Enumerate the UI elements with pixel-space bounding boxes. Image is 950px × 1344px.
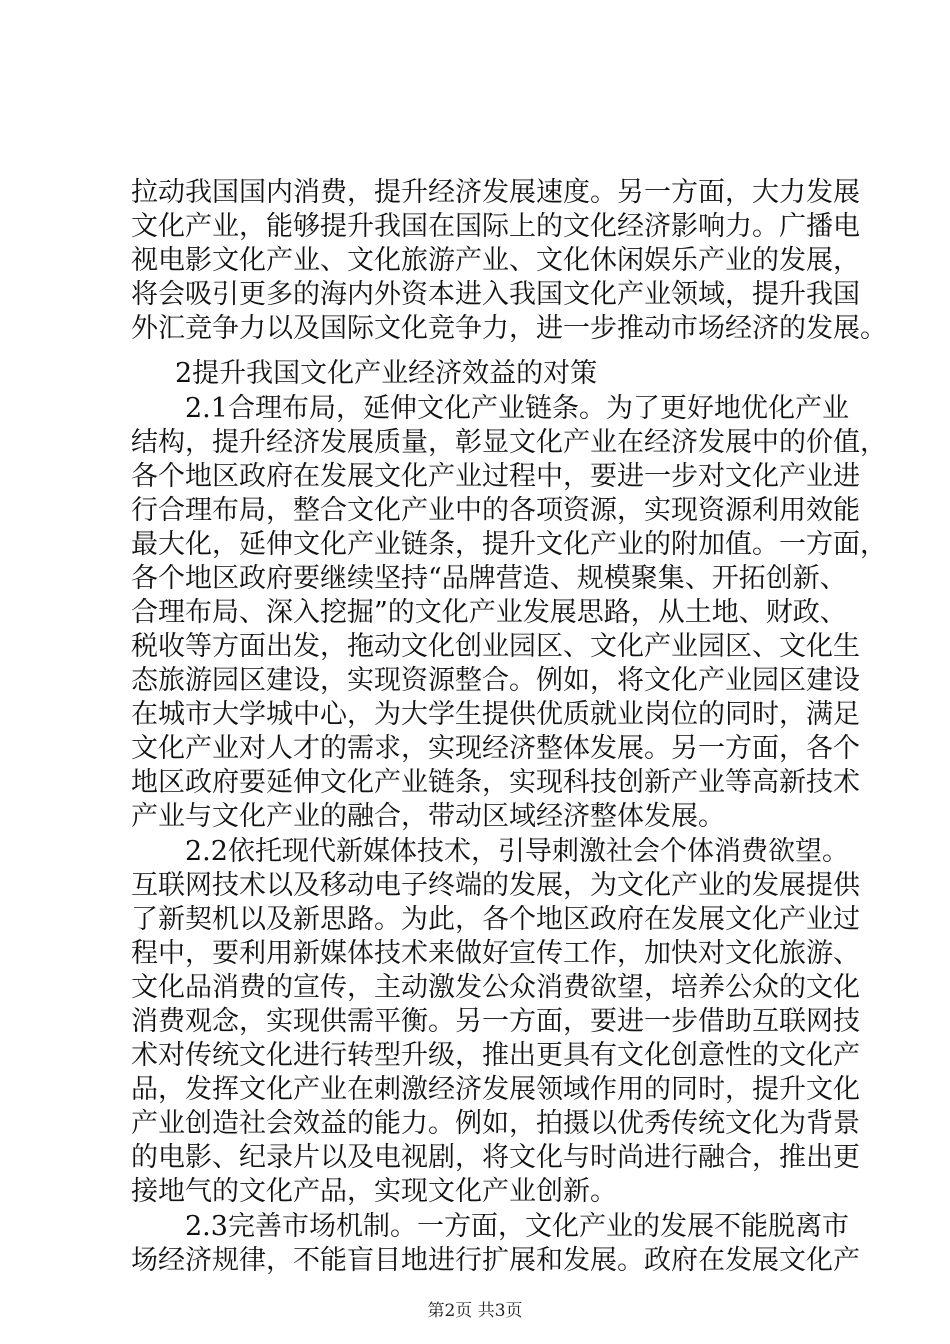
- body-text-line: 税收等方面出发，拖动文化创业园区、文化产业园区、文化生: [131, 631, 860, 662]
- body-text-line: 品，发挥文化产业在刺激经济发展领域作用的同时，提升文化: [131, 1074, 860, 1105]
- body-text-line: 合理布局、深入挖掘”的文化产业发展思路，从土地、财政、: [131, 597, 847, 628]
- body-text-line: 文化品消费的宣传，主动激发公众消费欲望，培养公众的文化: [131, 972, 860, 1003]
- subsection-first-line: 2.1合理布局，延伸文化产业链条。为了更好地优化产业: [185, 393, 849, 424]
- body-text-line: 文化产业，能够提升我国在国际上的文化经济影响力。广播电: [131, 211, 860, 242]
- body-text-line: 态旅游园区建设，实现资源整合。例如，将文化产业园区建设: [131, 665, 860, 696]
- body-text-line: 在城市大学城中心，为大学生提供优质就业岗位的同时，满足: [131, 699, 860, 730]
- body-text-line: 将会吸引更多的海内外资本进入我国文化产业领域，提升我国: [131, 279, 860, 310]
- subsection-first-line: 2.2依托现代新媒体技术，引导刺激社会个体消费欲望。: [185, 836, 849, 867]
- body-text-line: 最大化，延伸文化产业链条，提升文化产业的附加值。一方面，: [131, 529, 887, 560]
- body-text-line: 结构，提升经济发展质量，彰显文化产业在经济发展中的价值，: [131, 427, 887, 458]
- body-text-line: 行合理布局，整合文化产业中的各项资源，实现资源利用效能: [131, 495, 860, 526]
- body-text-line: 各个地区政府在发展文化产业过程中，要进一步对文化产业进: [131, 461, 860, 492]
- body-text-line: 的电影、纪录片以及电视剧，将文化与时尚进行融合，推出更: [131, 1142, 860, 1173]
- page-number-footer: 第2页 共3页: [427, 1301, 523, 1321]
- body-text-line: 产业创造社会效益的能力。例如，拍摄以优秀传统文化为背景: [131, 1108, 860, 1139]
- body-text-line: 术对传统文化进行转型升级，推出更具有文化创意性的文化产: [131, 1040, 860, 1071]
- subsection-first-line: 2.3完善市场机制。一方面，文化产业的发展不能脱离市: [185, 1211, 849, 1242]
- body-text-line: 地区政府要延伸文化产业链条，实现科技创新产业等高新技术: [131, 767, 860, 798]
- body-text-line: 各个地区政府要继续坚持“品牌营造、规模聚集、开拓创新、: [131, 563, 847, 594]
- body-text-line: 互联网技术以及移动电子终端的发展，为文化产业的发展提供: [131, 870, 860, 901]
- body-text-line: 拉动我国国内消费，提升经济发展速度。另一方面，大力发展: [131, 177, 860, 208]
- body-text-line: 程中，要利用新媒体技术来做好宣传工作，加快对文化旅游、: [131, 938, 860, 969]
- body-text-line: 文化产业对人才的需求，实现经济整体发展。另一方面，各个: [131, 733, 860, 764]
- body-text-line: 外汇竞争力以及国际文化竞争力，进一步推动市场经济的发展。: [131, 313, 887, 344]
- body-text-line: 场经济规律，不能盲目地进行扩展和发展。政府在发展文化产: [131, 1245, 860, 1276]
- body-text-line: 了新契机以及新思路。为此，各个地区政府在发展文化产业过: [131, 904, 860, 935]
- body-text-line: 产业与文化产业的融合，带动区域经济整体发展。: [131, 801, 725, 832]
- body-text-line: 消费观念，实现供需平衡。另一方面，要进一步借助互联网技: [131, 1006, 860, 1037]
- body-text-line: 视电影文化产业、文化旅游产业、文化休闲娱乐产业的发展，: [131, 245, 860, 276]
- body-text-line: 接地气的文化产品，实现文化产业创新。: [131, 1176, 617, 1207]
- section-heading: 2提升我国文化产业经济效益的对策: [175, 358, 598, 389]
